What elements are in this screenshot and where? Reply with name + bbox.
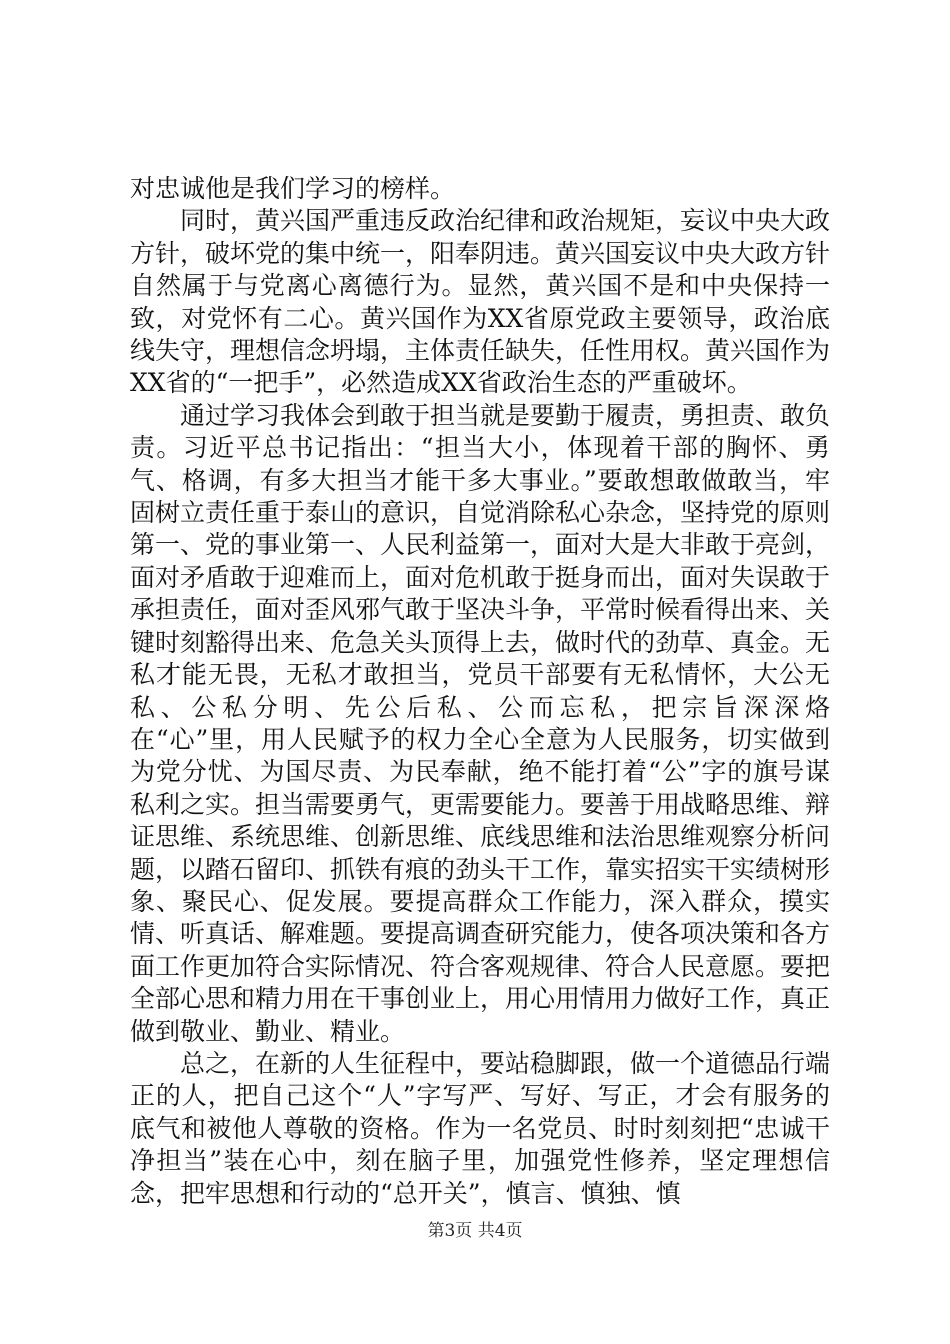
paragraph-huang-xingguo: 同时，黄兴国严重违反政治纪律和政治规矩，妄议中央大政方针，破坏党的集中统一，阳奉阴违。黄兴国妄议中央大政方针自然属于与党离心离德行为。显然，黄兴国不是和中央保持一致，对党怀有二心。黄兴国作为XX省原党政主要领导，政治底线失守，理想信念坍塌，主体责任缺失，任性用权。黄兴国作为XX省的“一把手”，必然造成XX省政治生态的严重破坏。 [130,206,831,398]
document-body [130,173,830,1210]
paragraph-conclusion: 总之，在新的人生征程中，要站稳脚跟，做一个道德品行端正的人，把自己这个“人”字写严、写好、写正，才会有服务的底气和被他人尊敬的资格。作为一名党员、时时刻刻把“忠诚干净担当”装在心中，刻在脑子里，加强党性修养，坚定理想信念，把牢思想和行动的“总开关”，慎言、慎独、慎 [130,1048,831,1208]
paragraph-continuation: 对忠诚他是我们学习的榜样。 [130,174,456,203]
paragraph-responsibility: 通过学习我体会到敢于担当就是要勤于履责，勇担责、敢负责。习近平总书记指出：“担当大小，体现着干部的胸怀、勇气、格调，有多大担当才能干多大事业。”要敢想敢做敢当，牢固树立责任重于泰山的意识，自觉消除私心杂念，坚持党的原则第一、党的事业第一、人民利益第一，面对大是大非敢于亮剑，面对矛盾敢于迎难而上，面对危机敢于挺身而出，面对失误敢于承担责任，面对歪风邪气敢于坚决斗争，平常时候看得出来、关键时刻豁得出来、危急关头顶得上去，做时代的劲草、真金。无私才能无畏，无私才敢担当，党员干部要有无私情怀，大公无私、公私分明、先公后私、公而忘私，把宗旨深深烙在“心”里，用人民赋予的权力全心全意为人民服务，切实做到为党分忧、为国尽责、为民奉献，绝不能打着“公”字的旗号谋私利之实。担当需要勇气，更需要能力。要善于用战略思维、辩证思维、系统思维、创新思维、底线思维和法治思维观察分析问题，以踏石留印、抓铁有痕的劲头干工作，靠实招实干实绩树形象、聚民心、促发展。要提高群众工作能力，深入群众，摸实情、听真话、解难题。要提高调查研究能力，使各项决策和各方面工作更加符合实际情况、符合客观规律、符合人民意愿。要把全部心思和精力用在干事创业上，用心用情用力做好工作，真正做到敬业、勤业、精业。 [130,400,831,1046]
page-number-footer: 第3页 共4页 [427,1221,523,1241]
